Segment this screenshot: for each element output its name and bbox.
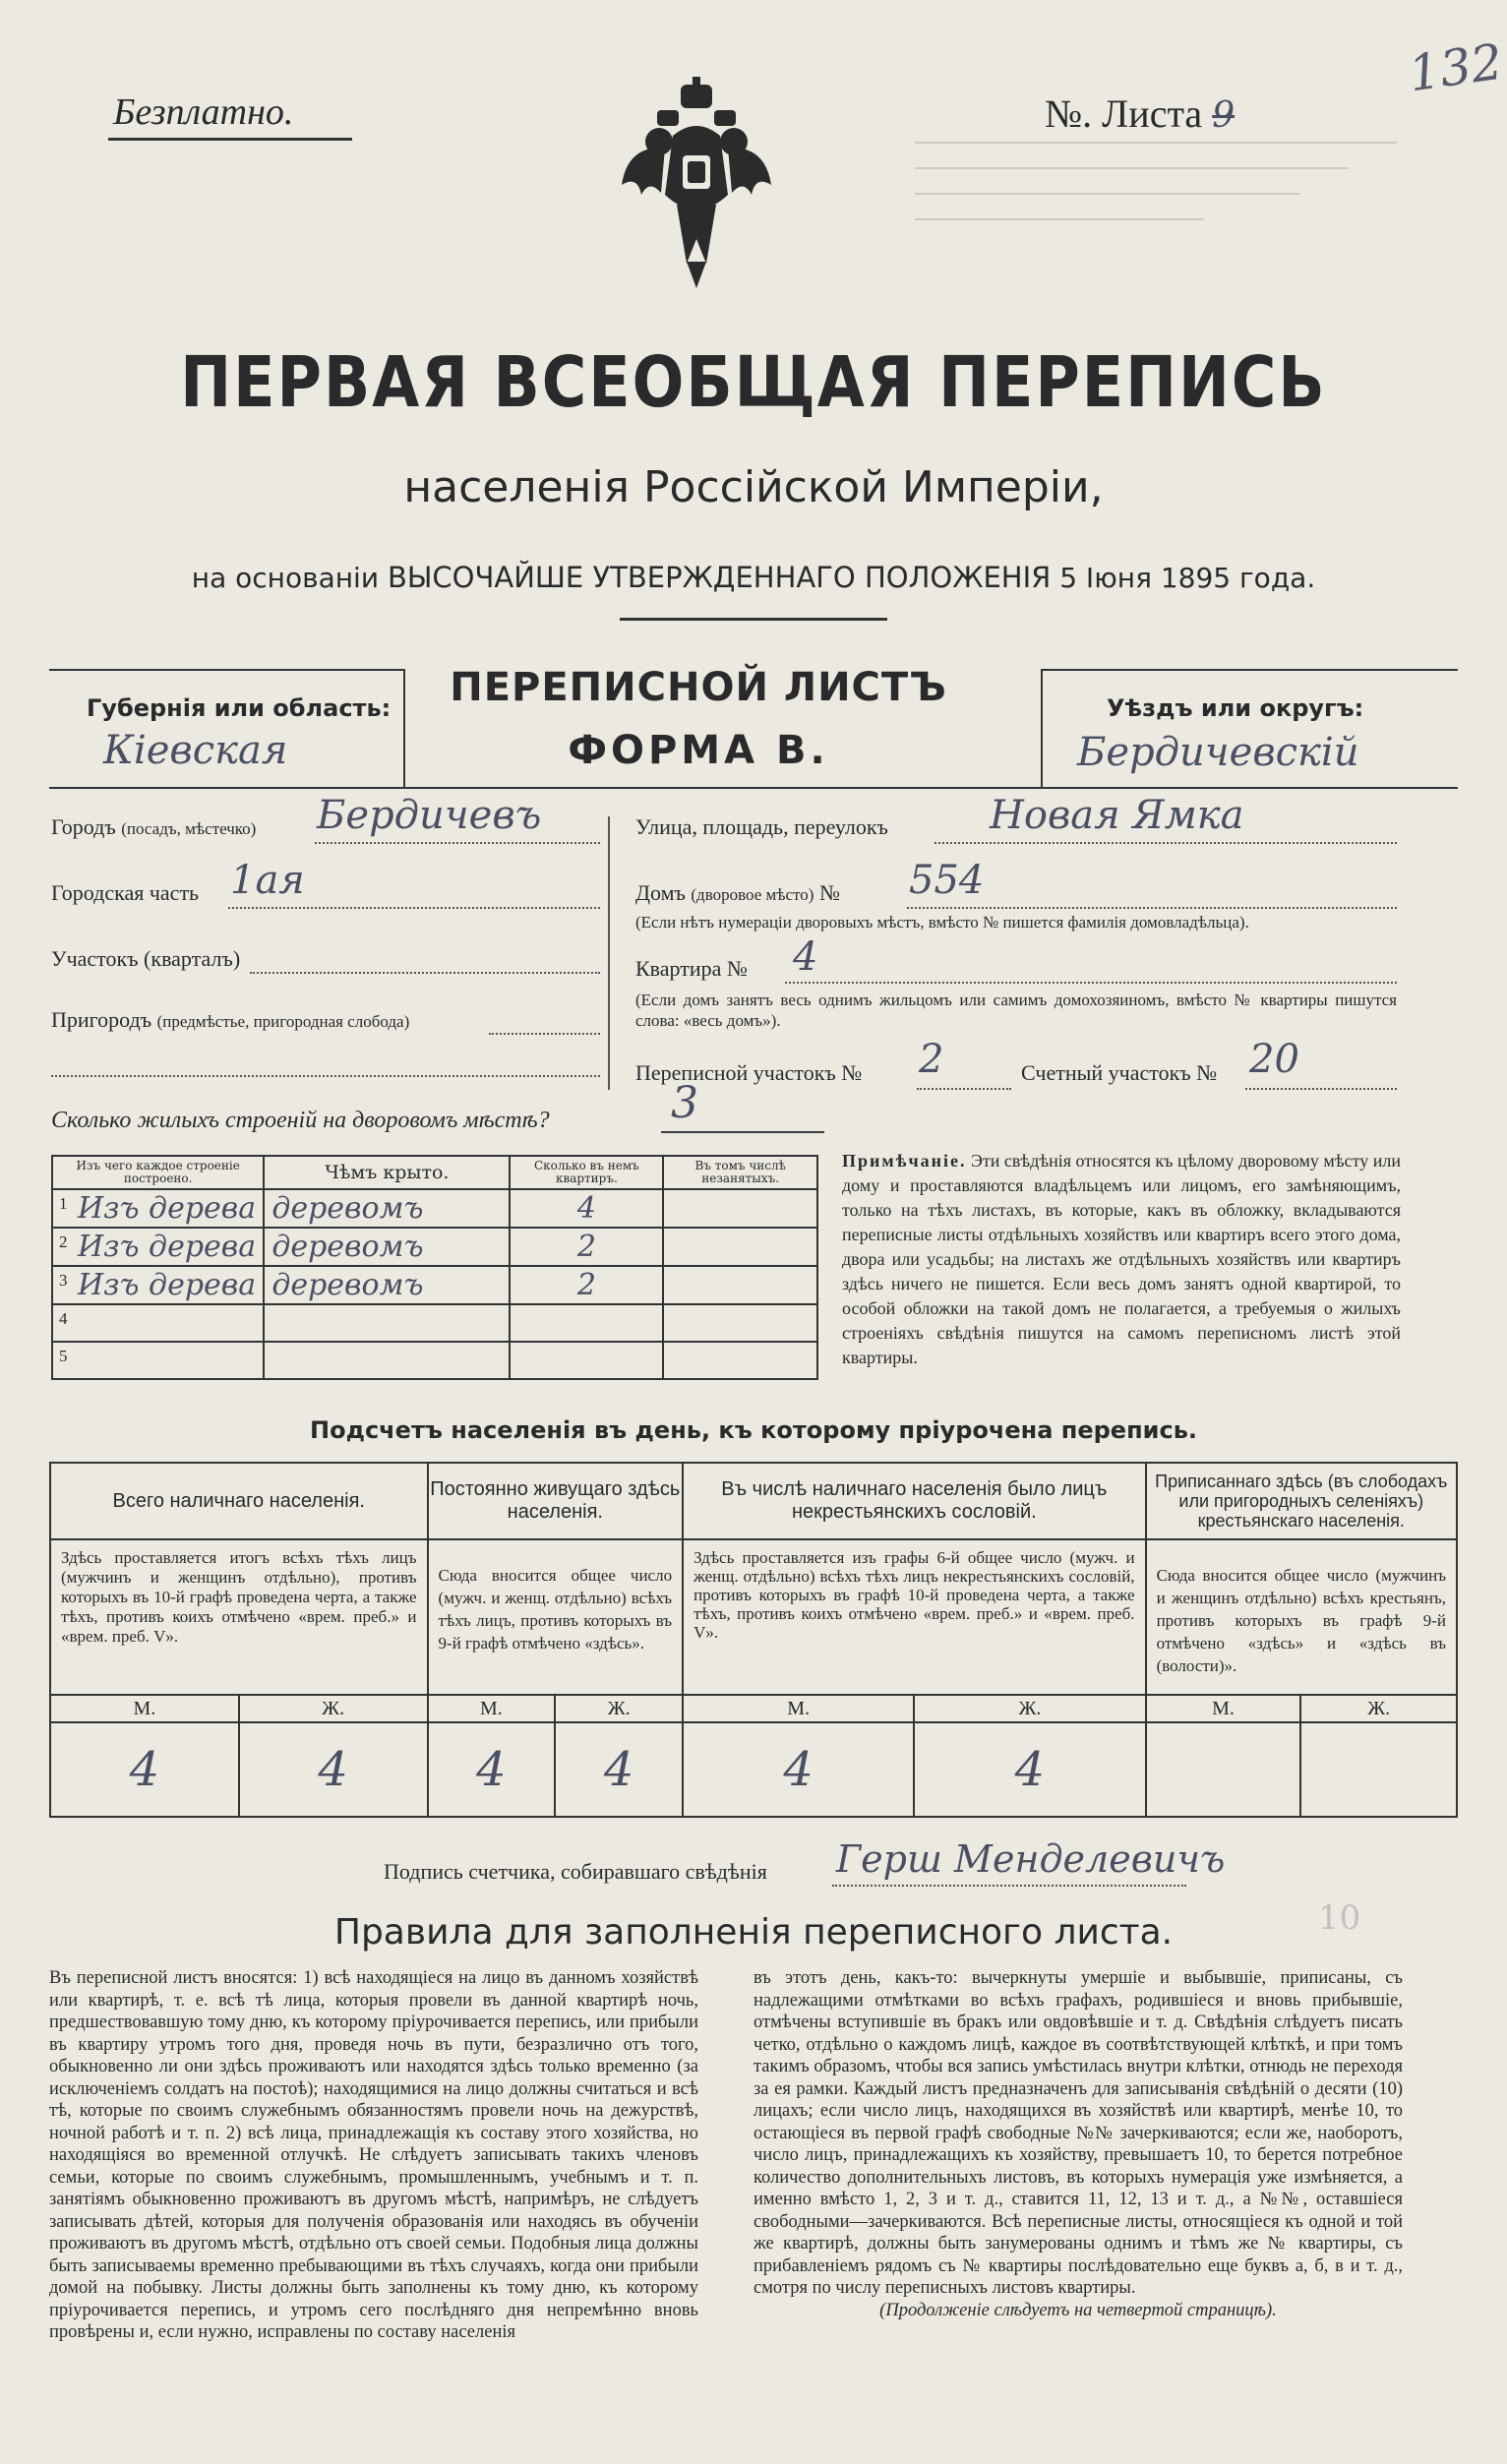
pop-desc-registered: Сюда вносится общее число (мужчинъ и женщинъ отдѣльно) всѣхъ крестьянъ, противъ которыхъ въ графѣ 9-й отмѣчено «здѣсь» и «здѣсь въ (волости)». [1146,1539,1457,1695]
census-subtitle: населенія Россійской Имперіи, [403,462,1104,512]
pop-m-header: М. [1146,1695,1301,1722]
pop-registered-f [1300,1722,1457,1817]
building-apartments: 2 [576,1230,596,1264]
enumerator-signature: Герш Менделевичъ [836,1837,1226,1881]
sheet-number-value: 9 [1212,95,1236,136]
pop-f-header: Ж. [239,1695,428,1722]
province-label: Губернія или область: [87,694,392,722]
building-material: Изъ дерева [78,1191,257,1226]
pop-present-f: 4 [239,1722,428,1817]
house-note: (дворовое мѣсто) [691,885,814,904]
table-row [52,1304,817,1342]
row-number: 2 [59,1232,68,1251]
building-material: Изъ дерева [78,1268,257,1302]
buildings-question: Сколько жилыхъ строеній на дворовомъ мѣстѣ? [51,1108,550,1133]
pop-non-peasant-m: 4 [683,1722,914,1817]
suburb-label: Пригородъ [51,1007,152,1032]
house-no-sign: № [818,880,840,905]
city-label-note: (посадъ, мѣстечко) [121,819,257,838]
basis-date: 5 Іюня 1895 года. [1059,562,1316,594]
note-label: Примѣчаніе. [842,1151,967,1171]
pop-col-permanent: Постоянно живущаго здѣсь населенія. [428,1463,684,1539]
apartment-explanation [635,990,1397,1031]
house-explanation: (Если нѣтъ нумераціи дворовыхъ мѣстъ, вмѣсто № пишется фамилія домовладѣльца). [635,913,1249,932]
buildings-count-underline [661,1131,824,1133]
free-label: Безплатно. [113,91,294,133]
pop-f-header: Ж. [914,1695,1145,1722]
district-label: Уѣздъ или округъ: [1107,694,1364,722]
census-basis [0,561,1507,594]
building-roof: деревомъ [271,1230,424,1264]
imperial-eagle-emblem [618,77,775,293]
building-apartments: 4 [576,1191,596,1226]
form-sheet-title: ПЕРЕПИСНОЙ ЛИСТЪ [450,665,947,710]
population-table [49,1462,1458,1818]
building-material: Изъ дерева [78,1230,257,1264]
building-roof: деревомъ [271,1191,424,1226]
population-values-row [50,1722,1457,1817]
show-through-text [915,128,1397,266]
district-value: Бердичевскій [1077,730,1359,775]
count-precinct-no-sign: № [1196,1060,1218,1085]
table-row [52,1266,817,1304]
rules-right-text: въ этотъ день, какъ-то: вычеркнуты умершіе и выбывшіе, приписаны, съ надлежащими отмѣтками во всѣхъ графахъ, родившіеся и вновь прибывшіе, отмѣчены вступившіе въ бракъ или овдовѣвшіе и т. д. Свѣдѣнія слѣдуетъ писать четко, отдѣльно о каждомъ лицѣ, каждое въ соотвѣтствующей клѣткѣ, и при томъ такимъ образомъ, чтобы вся запись умѣстилась внутри клѣтки, отнюдь не переходя за ея рамки. Каждый листъ предназначенъ для записыванія свѣдѣній о десяти (10) лицахъ; если число лицъ, находящихся въ хозяйствѣ или квартирѣ, менѣе 10, то остающіеся въ первой графѣ свободные №№ зачеркиваются; если же, наоборотъ, число лицъ, принадлежащихъ къ хозяйству, превышаетъ 10, то берется потребное количество дополнительныхъ листовъ, въ которыхъ нумерація уже измѣняется, а именно вмѣсто 1, 2, 3 и т. д., ставится 11, 12, 13 и т. д., а №№, оставшіеся свободными—зачеркиваются. Всѣ переписные листы, относящіеся къ одной и той же квартирѣ, должны быть занумерованы однимъ и тѣмъ же № квартиры, съ прибавленіемъ рядомъ съ № квартиры послѣдовательно еще буквъ а, б, в и т. д., смотря по числу переписныхъ листовъ квартиры. [754,1968,1403,2298]
pop-desc-permanent: Сюда вносится общее число (мужч. и женщ. отдѣльно) всѣхъ тѣхъ лицъ, противъ которыхъ въ 9-й графѣ отмѣчено «здѣсь». [428,1539,684,1695]
precinct-label: Участокъ (кварталъ) [51,946,241,971]
census-precinct-no-sign: № [841,1060,863,1085]
pop-registered-m [1146,1722,1301,1817]
pop-col-present: Всего наличнаго населенія. [50,1463,428,1539]
sheet-number-label: №. Листа [1045,91,1203,136]
population-heading: Подсчетъ населенія въ день, къ которому пріурочена перепись. [310,1416,1197,1444]
apartment-value: 4 [793,934,818,980]
address-divider [608,816,610,1090]
row-number: 1 [59,1194,68,1213]
apartment-label: Квартира [635,956,722,981]
pop-permanent-f: 4 [555,1722,683,1817]
buildings-note [842,1149,1401,1370]
enumerator-signature-label: Подпись счетчика, собиравшаго свѣдѣнія [384,1859,767,1884]
buildings-col-vacant: Въ томъ числѣ незанятыхъ. [663,1156,817,1189]
show-through-number: 10 [1318,1898,1361,1938]
apartment-no-sign: № [726,956,748,981]
house-value: 554 [909,858,985,903]
form-letter: ФОРМА В. [568,728,829,773]
row-number: 3 [59,1271,68,1290]
pop-f-header: Ж. [1300,1695,1457,1722]
rules-column-right [754,1967,1403,2321]
rules-continuation: (Продолженіе слѣдуетъ на четвертой страницѣ). [879,2300,1277,2320]
buildings-count: 3 [671,1078,698,1128]
pop-col-non-peasant: Въ числѣ наличнаго населенія было лицъ некрестьянскихъ сословій. [683,1463,1145,1539]
basis-prefix: на основаніи [191,562,380,594]
buildings-col-material: Изъ чего каждое строеніе построено. [52,1156,264,1189]
buildings-table [51,1155,818,1380]
street-label: Улица, площадь, переулокъ [635,814,888,839]
archive-page-number: 132 [1405,32,1507,103]
pop-f-header: Ж. [555,1695,683,1722]
table-row [52,1342,817,1379]
table-row [52,1189,817,1228]
table-row [52,1228,817,1266]
pop-desc-non-peasant: Здѣсь проставляется изъ графы 6-й общее число (мужч. и женщ. отдѣльно) всѣхъ тѣхъ лицъ некрестьянскихъ сословій, противъ которыхъ въ графѣ 10-й проведена черта, а также тѣхъ, противъ коихъ отмѣчено «врем. преб.» и «врем. преб. V». [683,1539,1145,1695]
census-precinct-value: 2 [919,1037,944,1082]
row-number: 5 [59,1347,68,1365]
pop-col-registered: Приписаннаго здѣсь (въ слободахъ или пригородныхъ селеніяхъ) крестьянскаго населенія. [1146,1463,1457,1539]
apartment-explanation-text: (Если домъ занятъ весь однимъ жильцомъ или самимъ домохозяиномъ, вмѣсто № квартиры пишутся слова: «весь домъ»). [635,991,1397,1030]
house-label: Домъ [635,880,686,905]
count-precinct-value: 20 [1249,1037,1299,1082]
pop-present-m: 4 [50,1722,239,1817]
census-precinct-label: Переписной участокъ [635,1060,836,1085]
province-value: Кіевская [103,728,288,773]
rules-heading: Правила для заполненія переписного листа. [333,1912,1174,1953]
basis-caps: ВЫСОЧАЙШЕ УТВЕРЖДЕННАГО ПОЛОЖЕНІЯ [387,561,1052,594]
building-roof: деревомъ [271,1268,424,1302]
pop-m-header: М. [683,1695,914,1722]
count-precinct-label: Счетный участокъ [1021,1060,1191,1085]
pop-non-peasant-f: 4 [914,1722,1145,1817]
street-value: Новая Ямка [990,793,1244,838]
note-text: Эти свѣдѣнія относятся къ цѣлому дворовому мѣсту или дому и проставляются владѣльцемъ или лицомъ, его замѣняющимъ, только на тѣхъ листахъ, въ которые, какъ въ обложку, вкладываются переписные листы отдѣльныхъ хозяйствъ или квартиръ всего этого дома, двора или усадьбы; на листахъ же отдѣльныхъ хозяйствъ или квартиръ здѣсь ничего не пишется. Если весь домъ занятъ одной квартирой, то особой обложки на такой домъ не полагается, а требуемыя о жилыхъ строеніяхъ свѣдѣнія пишутся на самомъ переписномъ листѣ этой квартиры. [842,1151,1401,1367]
city-value: Бердичевъ [317,793,542,838]
free-underline [108,138,352,141]
city-part-value: 1ая [230,858,305,903]
rules-column-left: Въ переписной листъ вносятся: 1) всѣ находящіеся на лицо въ данномъ хозяйствѣ или квартирѣ, т. е. всѣ тѣ лица, которыя провели въ данной квартирѣ ночь, предшествовавшую тому дню, къ которому пріурочивается перепись, или прибыли въ квартиру утромъ того дня, проведя ночь въ пути, безразлично отъ того, обыкновенно ли они здѣсь проживаютъ или находятся здѣсь только временно (за исключеніемъ солдатъ на постоѣ); находящимися на лицо должны считаться и всѣ тѣ, которые по своимъ служебнымъ обязанностямъ провели ночь на дежурствѣ, ночной работѣ и т. п. 2) всѣ лица, принадлежащія къ составу этого хозяйства, но находящіяся во временной отлучкѣ. Не слѣдуетъ записывать такихъ членовъ семьи, которые по своимъ служебнымъ, промышленнымъ, учебнымъ и т. п. занятіямъ обыкновенно проживаютъ въ другомъ мѣстѣ, напримѣръ, не слѣдуетъ записывать дѣтей, которыя для полученія образованія или находясь въ обученіи проживаютъ въ другомъ мѣстѣ, отдѣльно отъ своей семьи. Подобныя лица должны быть записываемы временно пребывающими въ тѣхъ случаяхъ, когда они прибыли домой на побывку. Листы должны быть заполнены къ тому дню, къ которому пріурочивается перепись, и утромъ сего послѣдняго дня непремѣнно вновь провѣрены и, если нужно, исправлены по составу населенія [49,1968,698,2342]
city-part-label: Городская часть [51,880,200,905]
title-divider [620,618,887,621]
signature-line [832,1885,1186,1887]
buildings-col-apartments: Сколько въ немъ квартиръ. [510,1156,663,1189]
buildings-col-roof: Чѣмъ крыто. [264,1156,510,1189]
pop-desc-present: Здѣсь проставляется итогъ всѣхъ тѣхъ лицъ (мужчинъ и женщинъ отдѣльно), противъ которыхъ въ 10-й графѣ проведена черта, а также тѣхъ, противъ коихъ отмѣчено «врем. преб.» и «врем. преб. V». [50,1539,428,1695]
pop-permanent-m: 4 [428,1722,556,1817]
census-title: ПЕРВАЯ ВСЕОБЩАЯ ПЕРЕПИСЬ [180,340,1327,424]
building-apartments: 2 [576,1268,596,1302]
suburb-note: (предмѣстье, пригородная слобода) [156,1012,410,1031]
pop-m-header: М. [50,1695,239,1722]
city-label: Городъ [51,814,116,839]
row-number: 4 [59,1309,68,1328]
pop-m-header: М. [428,1695,556,1722]
